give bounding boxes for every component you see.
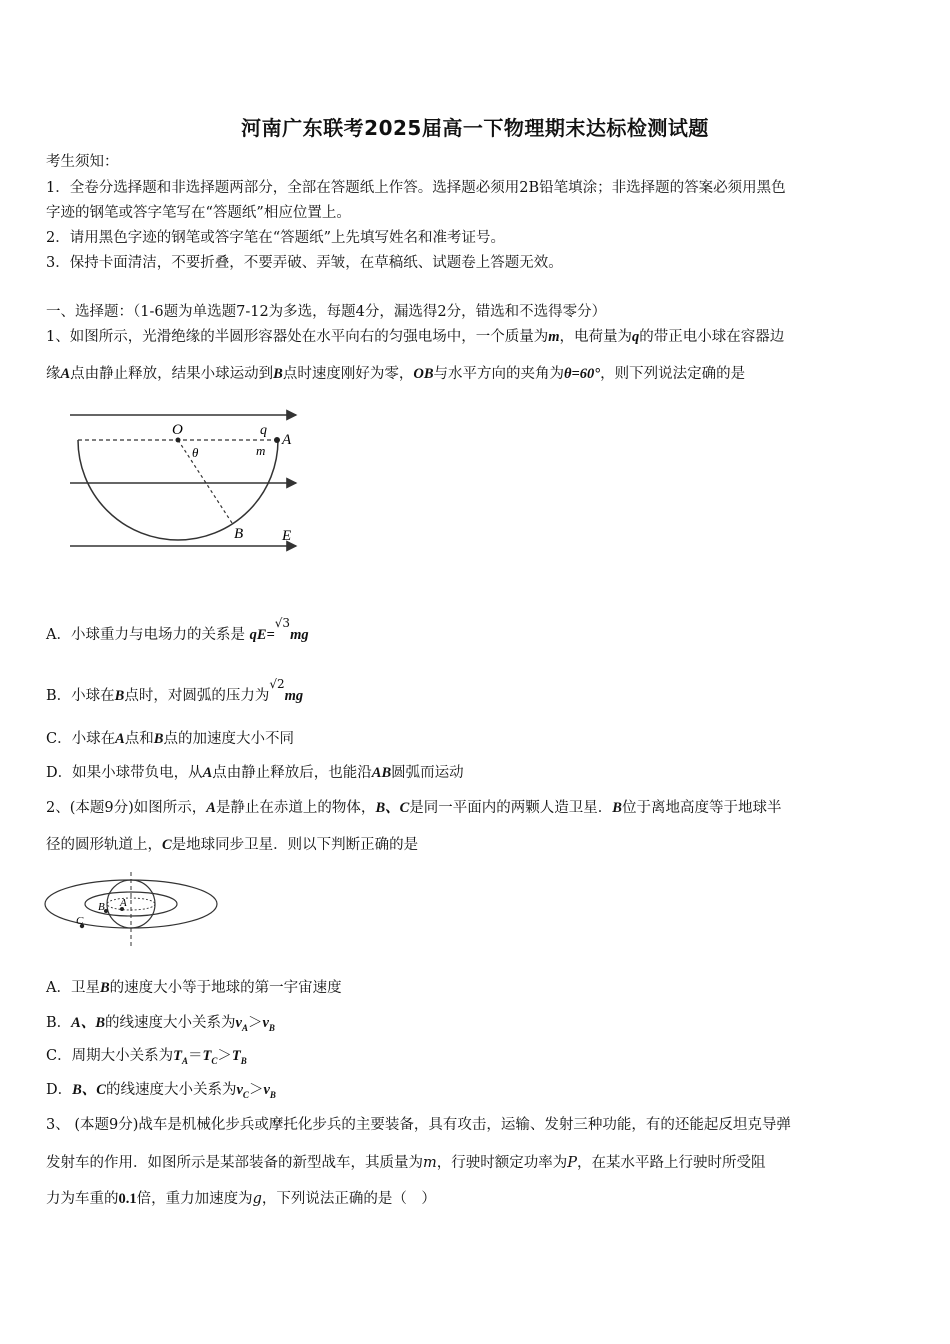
q2-line-1: 2、(本题9分)如图所示，A是静止在赤道上的物体，B、C是同一平面内的两颗人造卫星．B位于离地高度等于地球半 xyxy=(46,800,782,816)
radius-ob xyxy=(178,440,232,523)
label-e: E xyxy=(282,528,292,544)
label-q: q xyxy=(260,423,267,438)
q1-option-a: A．小球重力与电场力的关系是 qE=$^{√3}$mg xyxy=(46,616,309,643)
label-c: C xyxy=(76,915,84,927)
section-heading: 一、选择题：（1-6题为单选题7-12为多选，每题4分，漏选得2分，错选和不选得零分） xyxy=(46,304,607,320)
label-theta: θ xyxy=(192,445,199,460)
ball-a xyxy=(274,437,280,443)
q1-option-b: B．小球在B点时，对圆弧的压力为$^{√2}$mg xyxy=(46,677,304,704)
page-title: 河南广东联考2025届高一下物理期末达标检测试题 xyxy=(241,116,709,140)
q1-figure-semicircle xyxy=(60,400,310,560)
label-m: m xyxy=(256,443,266,458)
notice-item-1: 1．全卷分选择题和非选择题两部分，全部在答题纸上作答。选择题必须用2B铅笔填涂；非选择题的答案必须用黑色 xyxy=(46,180,786,196)
q3-line-3: 力为车重的0.1倍，重力加速度为g，下列说法正确的是（ ） xyxy=(46,1191,436,1207)
label-o: O xyxy=(172,422,183,438)
q1-option-c: C．小球在A点和B点的加速度大小不同 xyxy=(46,731,294,747)
q2-figure-orbits xyxy=(42,868,222,950)
q3-line-1: 3、 (本题9分)战车是机械化步兵或摩托化步兵的主要装备，具有攻击，运输、发射三种功能，有的还能起反坦克导弹 xyxy=(46,1117,791,1133)
q2-option-c: C．周期大小关系为$T_A=T_C>T_B$ xyxy=(46,1048,247,1066)
notice-item-2: 2．请用黑色字迹的钢笔或答字笔在“答题纸”上先填写姓名和准考证号。 xyxy=(46,230,506,246)
q1-line-2: 缘A点由静止释放，结果小球运动到B点时速度刚好为零，OB与水平方向的夹角为θ=60°，则下列说法定确的是 xyxy=(46,366,746,382)
notice-item-3: 3．保持卡面清洁，不要折叠，不要弄破、弄皱，在草稿纸、试题卷上答题无效。 xyxy=(46,255,563,271)
notice-item-1-cont: 字迹的钢笔或答字笔写在“答题纸”相应位置上。 xyxy=(46,205,351,221)
label-b: B xyxy=(98,901,105,913)
label-b: B xyxy=(234,526,244,542)
label-a: A xyxy=(120,897,127,909)
q2-line-2: 径的圆形轨道上，C是地球同步卫星．则以下判断正确的是 xyxy=(46,837,419,853)
q1-option-d: D．如果小球带负电，从A点由静止释放后，也能沿AB圆弧而运动 xyxy=(46,765,464,781)
notice-heading: 考生须知： xyxy=(46,154,119,170)
q2-option-a: A．卫星B的速度大小等于地球的第一宇宙速度 xyxy=(46,980,342,996)
semicircle-arc xyxy=(78,440,278,540)
label-a: A xyxy=(282,432,292,448)
q3-line-2: 发射车的作用．如图所示是某部装备的新型战车，其质量为m，行驶时额定功率为P，在某水平路上行驶时所受阻 xyxy=(46,1155,766,1171)
q2-option-d: D．B、C的线速度大小关系为$v_C>v_B$ xyxy=(46,1082,276,1100)
point-o xyxy=(176,438,181,443)
q1-line-1: 1、如图所示，光滑绝缘的半圆形容器处在水平向右的匀强电场中，一个质量为m，电荷量为q的带正电小球在容器边 xyxy=(46,329,785,345)
q2-option-b: B．A、B的线速度大小关系为$v_A>v_B$ xyxy=(46,1015,275,1033)
